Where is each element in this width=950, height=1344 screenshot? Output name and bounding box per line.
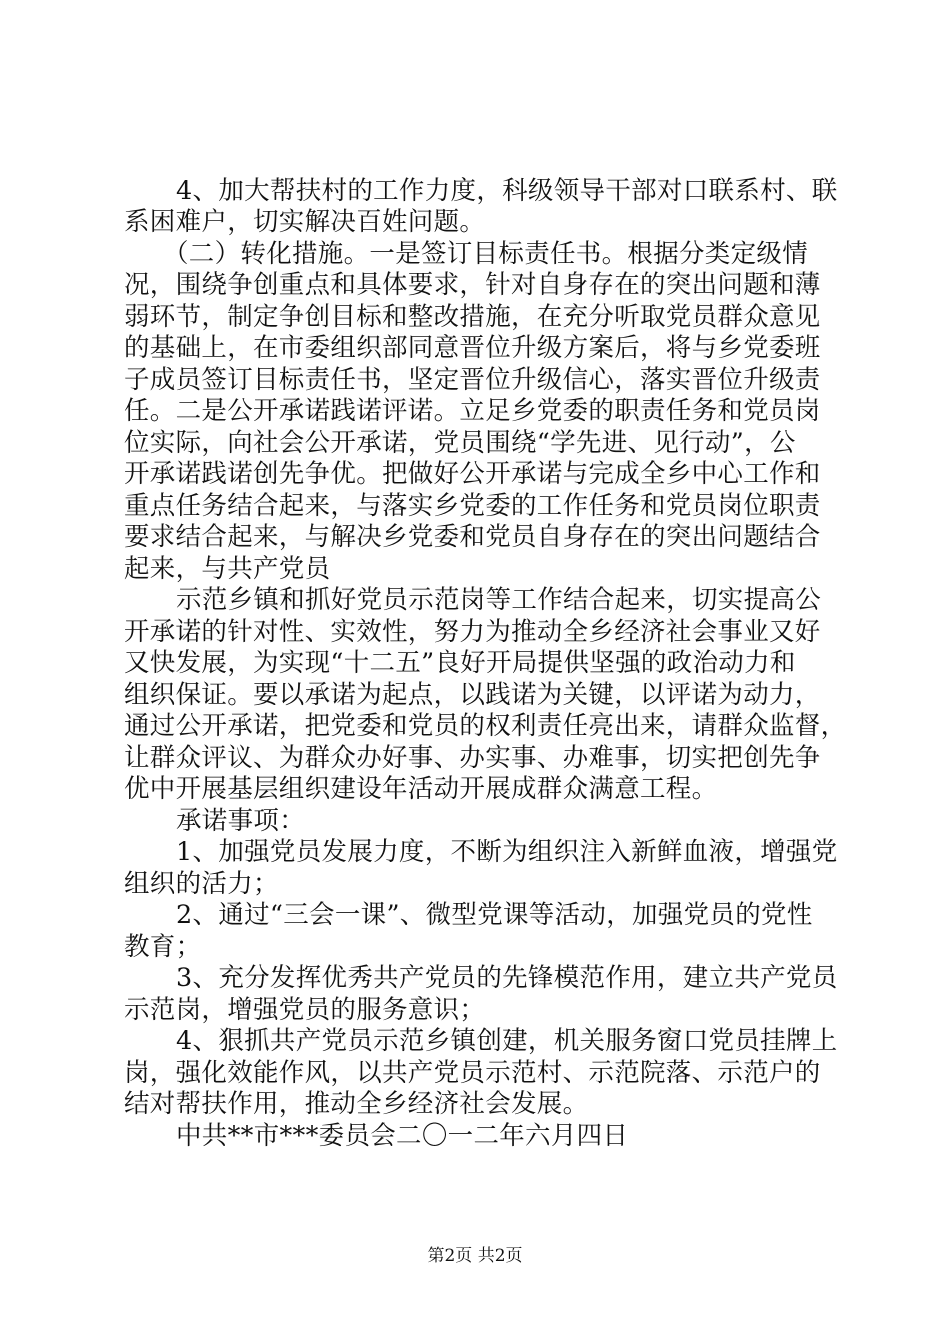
text-line: 要求结合起来，与解决乡党委和党员自身存在的突出问题结合 [124,522,821,552]
text-line: 弱环节，制定争创目标和整改措施，在充分听取党员群众意见 [124,302,821,332]
text-line: 优中开展基层组织建设年活动开展成群众满意工程。 [124,774,718,804]
text-line: （二）转化措施。一是签订目标责任书。根据分类定级情 [163,239,809,269]
text-line: 4、加大帮扶村的工作力度，科级领导干部对口联系村、联 [176,176,838,206]
text-line: 2、通过“三会一课”、微型党课等活动，加强党员的党性 [176,900,813,930]
text-line: 起来，与共产党员 [124,554,331,584]
text-line: 开承诺践诺创先争优。把做好公开承诺与完成全乡中心工作和 [124,459,821,489]
text-line: 况，围绕争创重点和具体要求，针对自身存在的突出问题和薄 [124,270,821,300]
text-line: 通过公开承诺，把党委和党员的权利责任亮出来，请群众监督， [124,711,847,741]
text-line: 结对帮扶作用，推动全乡经济社会发展。 [124,1089,589,1119]
text-line: 3、充分发挥优秀共产党员的先锋模范作用，建立共产党员 [176,963,838,993]
text-line: 4、狠抓共产党员示范乡镇创建，机关服务窗口党员挂牌上 [176,1026,838,1056]
text-line: 组织的活力； [124,869,279,899]
text-line: 承诺事项： [176,806,306,836]
text-line: 的基础上，在市委组织部同意晋位升级方案后，将与乡党委班 [124,333,821,363]
text-line: 重点任务结合起来，与落实乡党委的工作任务和党员岗位职责 [124,491,821,521]
text-line: 岗，强化效能作风，以共产党员示范村、示范院落、示范户的 [124,1058,821,1088]
text-line: 开承诺的针对性、实效性，努力为推动全乡经济社会事业又好 [124,617,821,647]
text-line: 任。二是公开承诺践诺评诺。立足乡党委的职责任务和党员岗 [124,396,821,426]
text-line: 组织保证。要以承诺为起点，以践诺为关键，以评诺为动力， [124,680,821,710]
text-line: 示范岗，增强党员的服务意识； [124,995,486,1025]
signature-date-line: 中共**市***委员会二〇一二年六月四日 [176,1121,629,1151]
text-line: 位实际，向社会公开承诺，党员围绕“学先进、见行动”，公 [124,428,796,458]
text-line: 教育； [124,932,202,962]
text-line: 让群众评议、为群众办好事、办实事、办难事，切实把创先争 [124,743,821,773]
text-line: 示范乡镇和抓好党员示范岗等工作结合起来，切实提高公 [176,585,822,615]
page-number-footer: 第2页 共2页 [427,1246,523,1266]
text-line: 系困难户，切实解决百姓问题。 [124,207,486,237]
text-line: 1、加强党员发展力度，不断为组织注入新鲜血液，增强党 [176,837,838,867]
text-line: 又快发展，为实现“十二五”良好开局提供坚强的政治动力和 [124,648,796,678]
text-line: 子成员签订目标责任书，坚定晋位升级信心，落实晋位升级责 [124,365,821,395]
